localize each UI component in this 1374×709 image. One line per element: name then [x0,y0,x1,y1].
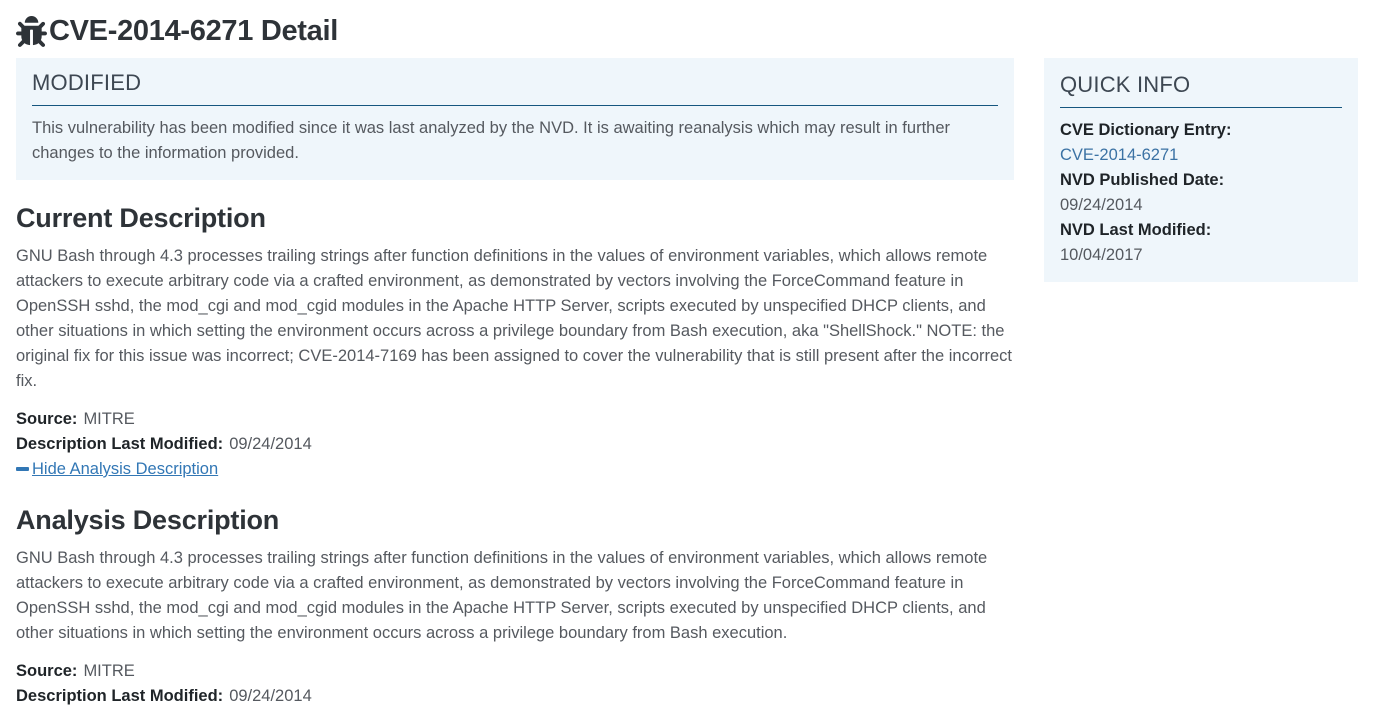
cve-dictionary-entry-label: CVE Dictionary Entry: [1060,120,1232,139]
nvd-published-date-label: NVD Published Date: [1060,170,1225,189]
quick-info-panel [1044,58,1358,282]
current-description-meta [16,407,1014,482]
quick-info-heading: QUICK INFO [1060,71,1191,97]
page-title: CVE-2014-6271 Detail [49,15,338,47]
description-last-modified-line [16,432,1014,457]
description-last-modified-label: Description Last Modified: [16,686,224,705]
source-label: Source: [16,661,78,680]
banner-status-heading: MODIFIED [32,69,142,95]
quick-info-divider [1060,107,1342,108]
nvd-last-modified-value: 10/04/2017 [1060,245,1143,264]
analysis-description-text: GNU Bash through 4.3 processes trailing strings after function definitions in the values of environment variables, which allows remote attackers to execute arbitrary code via a crafted environment, as demonstrated by vectors involving the ForceCommand feature in OpenSSH sshd, the mod_cgi and mod_cgid modules in the Apache HTTP Server, scripts executed by unspecified DHCP clients, and other situations in which setting the environment occurs across a privilege boundary from Bash execution. [16,548,988,642]
source-line [16,407,1014,432]
main-content [16,58,1014,709]
current-description-heading: Current Description [16,202,266,233]
cve-dictionary-entry-link[interactable]: CVE-2014-6271 [1060,145,1179,164]
source-value: MITRE [83,409,135,428]
analysis-description-heading: Analysis Description [16,504,280,535]
analysis-description-meta [16,659,1014,709]
minus-icon [16,467,29,471]
bug-icon [16,16,47,47]
banner-message: This vulnerability has been modified since it was last analyzed by the NVD. It is awaiting reanalysis which may result in further changes to the information provided. [32,118,950,162]
source-label: Source: [16,409,78,428]
hide-analysis-description-row [16,457,1014,482]
description-last-modified-line [16,684,1014,709]
page-title-row [0,0,1374,58]
description-last-modified-label: Description Last Modified: [16,434,224,453]
description-last-modified-value: 09/24/2014 [229,686,312,705]
nvd-last-modified-label: NVD Last Modified: [1060,220,1212,239]
source-value: MITRE [83,661,135,680]
sidebar [1044,58,1358,282]
modified-status-banner [16,58,1014,180]
banner-divider [32,105,998,106]
nvd-published-date-value: 09/24/2014 [1060,195,1143,214]
source-line [16,659,1014,684]
current-description-text: GNU Bash through 4.3 processes trailing strings after function definitions in the values of environment variables, which allows remote attackers to execute arbitrary code via a crafted environment, as demonstrated by vectors involving the ForceCommand feature in OpenSSH sshd, the mod_cgi and mod_cgid modules in the Apache HTTP Server, scripts executed by unspecified DHCP clients, and other situations in which setting the environment occurs across a privilege boundary from Bash execution, aka "ShellShock." NOTE: the original fix for this issue was incorrect; CVE-2014-7169 has been assigned to cover the vulnerability that is still present after the incorrect fix. [16,246,1012,390]
hide-analysis-description-link[interactable]: Hide Analysis Description [32,459,219,478]
description-last-modified-value: 09/24/2014 [229,434,312,453]
